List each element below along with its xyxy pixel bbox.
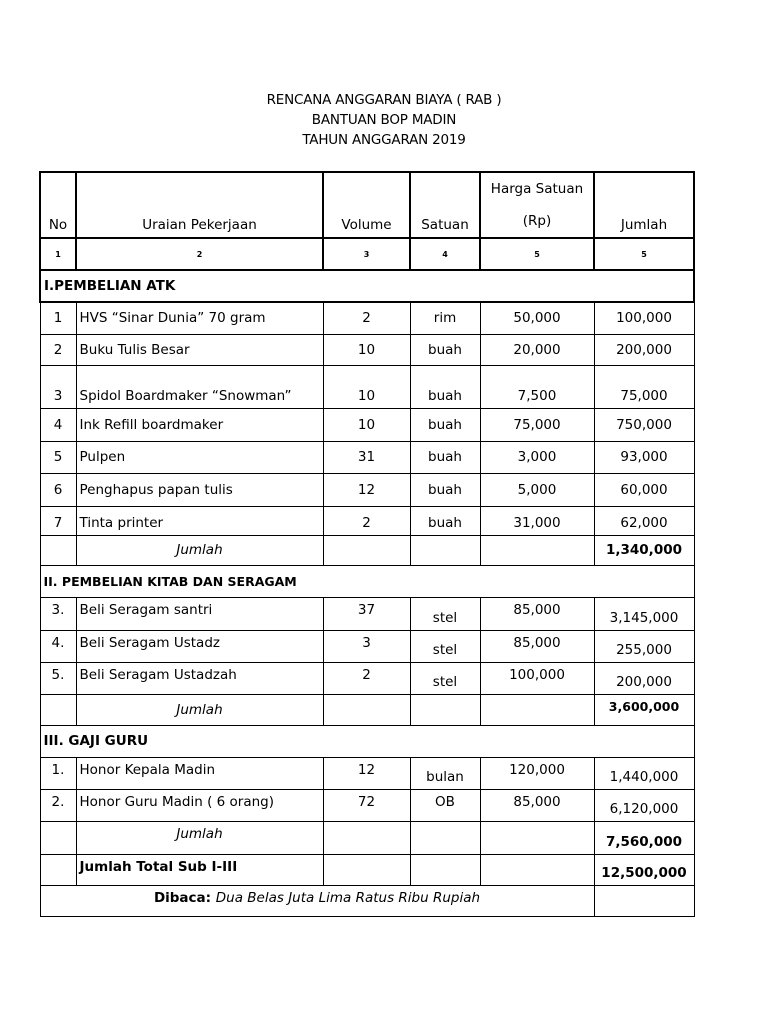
section-header-row — [40, 565, 694, 597]
section-header-row — [40, 725, 694, 757]
row-no: 6 — [40, 473, 76, 506]
total-row — [40, 854, 694, 885]
row-uraian: Pulpen — [76, 441, 323, 473]
subtotal-value: 7,560,000 — [594, 821, 694, 854]
row-uraian: Ink Refill boardmaker — [76, 408, 323, 441]
header-no: No — [40, 172, 76, 238]
row-jumlah: 62,000 — [594, 506, 694, 535]
row-jumlah: 1,440,000 — [594, 757, 694, 789]
row-volume: 2 — [323, 302, 410, 334]
header-harga — [480, 172, 594, 238]
table-row — [40, 789, 694, 821]
empty-cell — [480, 821, 594, 854]
empty-cell — [410, 854, 480, 885]
row-uraian: Beli Seragam Ustadzah — [76, 662, 323, 694]
row-harga: 85,000 — [480, 630, 594, 662]
row-no: 3. — [40, 597, 76, 630]
empty-cell — [410, 694, 480, 725]
row-satuan: stel — [410, 597, 480, 630]
terbilang-cell — [40, 885, 594, 916]
row-volume: 72 — [323, 789, 410, 821]
row-uraian: Tinta printer — [76, 506, 323, 535]
row-jumlah: 100,000 — [594, 302, 694, 334]
section-title: II. PEMBELIAN KITAB DAN SERAGAM — [40, 565, 694, 597]
row-satuan: stel — [410, 662, 480, 694]
empty-cell — [480, 854, 594, 885]
row-satuan: buah — [410, 408, 480, 441]
row-uraian: Buku Tulis Besar — [76, 334, 323, 365]
row-no: 1. — [40, 757, 76, 789]
subtotal-label: Jumlah — [76, 821, 323, 854]
col-number: 4 — [410, 238, 480, 270]
row-no: 3 — [40, 365, 76, 408]
subtotal-row — [40, 535, 694, 565]
header-uraian: Uraian Pekerjaan — [76, 172, 323, 238]
row-uraian: Penghapus papan tulis — [76, 473, 323, 506]
empty-cell — [323, 821, 410, 854]
col-number: 1 — [40, 238, 76, 270]
row-volume: 12 — [323, 757, 410, 789]
table-row — [40, 408, 694, 441]
row-volume: 10 — [323, 365, 410, 408]
row-jumlah: 3,145,000 — [594, 597, 694, 630]
empty-cell — [594, 885, 694, 916]
row-harga: 50,000 — [480, 302, 594, 334]
row-volume: 2 — [323, 506, 410, 535]
terbilang-label: Dibaca: — [153, 889, 212, 906]
row-volume: 31 — [323, 441, 410, 473]
row-no: 2. — [40, 789, 76, 821]
empty-cell — [40, 821, 76, 854]
table-row — [40, 662, 694, 694]
row-volume: 37 — [323, 597, 410, 630]
subtotal-label: Jumlah — [76, 694, 323, 725]
row-harga: 120,000 — [480, 757, 594, 789]
table-row — [40, 630, 694, 662]
row-uraian: Beli Seragam santri — [76, 597, 323, 630]
table-row — [40, 473, 694, 506]
row-no: 7 — [40, 506, 76, 535]
header-harga-line1: Harga Satuan — [490, 181, 584, 197]
row-satuan: stel — [410, 630, 480, 662]
row-uraian: HVS “Sinar Dunia” 70 gram — [76, 302, 323, 334]
table-row — [40, 365, 694, 408]
col-number: 5 — [594, 238, 694, 270]
subtotal-value: 1,340,000 — [594, 535, 694, 565]
row-harga: 5,000 — [480, 473, 594, 506]
row-satuan: buah — [410, 334, 480, 365]
row-satuan: buah — [410, 365, 480, 408]
header-satuan: Satuan — [410, 172, 480, 238]
table-row — [40, 441, 694, 473]
document-title — [0, 90, 768, 150]
empty-cell — [40, 854, 76, 885]
row-satuan: bulan — [410, 757, 480, 789]
empty-cell — [480, 694, 594, 725]
row-uraian: Spidol Boardmaker “Snowman” — [76, 365, 323, 408]
row-uraian: Beli Seragam Ustadz — [76, 630, 323, 662]
total-value: 12,500,000 — [594, 854, 694, 885]
row-jumlah: 255,000 — [594, 630, 694, 662]
column-number-row — [40, 238, 694, 270]
row-uraian: Honor Kepala Madin — [76, 757, 323, 789]
row-volume: 3 — [323, 630, 410, 662]
terbilang-row — [40, 885, 694, 916]
row-jumlah: 93,000 — [594, 441, 694, 473]
row-harga: 3,000 — [480, 441, 594, 473]
table-row — [40, 597, 694, 630]
section-header-row — [40, 270, 694, 302]
row-satuan: buah — [410, 473, 480, 506]
header-jumlah: Jumlah — [594, 172, 694, 238]
row-harga: 100,000 — [480, 662, 594, 694]
subtotal-value: 3,600,000 — [594, 694, 694, 725]
section-title: III. GAJI GURU — [40, 725, 694, 757]
row-harga: 85,000 — [480, 597, 594, 630]
row-jumlah: 200,000 — [594, 334, 694, 365]
row-volume: 12 — [323, 473, 410, 506]
row-no: 4 — [40, 408, 76, 441]
row-jumlah: 750,000 — [594, 408, 694, 441]
title-line-1: RENCANA ANGGARAN BIAYA ( RAB ) — [266, 92, 502, 108]
title-line-3: TAHUN ANGGARAN 2019 — [302, 132, 466, 148]
row-harga: 20,000 — [480, 334, 594, 365]
row-jumlah: 6,120,000 — [594, 789, 694, 821]
row-harga: 31,000 — [480, 506, 594, 535]
table-row — [40, 757, 694, 789]
row-harga: 75,000 — [480, 408, 594, 441]
row-volume: 10 — [323, 408, 410, 441]
title-line-2: BANTUAN BOP MADIN — [311, 112, 457, 128]
subtotal-row — [40, 821, 694, 854]
row-jumlah: 60,000 — [594, 473, 694, 506]
header-volume: Volume — [323, 172, 410, 238]
empty-cell — [323, 854, 410, 885]
budget-table — [39, 171, 695, 917]
row-no: 1 — [40, 302, 76, 334]
col-number: 5 — [480, 238, 594, 270]
row-no: 2 — [40, 334, 76, 365]
row-no: 5. — [40, 662, 76, 694]
header-harga-line2: (Rp) — [522, 213, 552, 229]
col-number: 3 — [323, 238, 410, 270]
row-volume: 2 — [323, 662, 410, 694]
row-satuan: OB — [410, 789, 480, 821]
empty-cell — [410, 535, 480, 565]
row-satuan: buah — [410, 441, 480, 473]
terbilang-words: Dua Belas Juta Lima Ratus Ribu Rupiah — [215, 889, 481, 906]
row-satuan: buah — [410, 506, 480, 535]
row-no: 5 — [40, 441, 76, 473]
row-harga: 85,000 — [480, 789, 594, 821]
total-label: Jumlah Total Sub I-III — [76, 854, 323, 885]
empty-cell — [40, 535, 76, 565]
header-row — [40, 172, 694, 238]
section-title: I.PEMBELIAN ATK — [40, 270, 694, 302]
empty-cell — [323, 535, 410, 565]
table-row — [40, 506, 694, 535]
empty-cell — [410, 821, 480, 854]
subtotal-row — [40, 694, 694, 725]
subtotal-label: Jumlah — [76, 535, 323, 565]
empty-cell — [40, 694, 76, 725]
row-jumlah: 200,000 — [594, 662, 694, 694]
table-row — [40, 302, 694, 334]
row-no: 4. — [40, 630, 76, 662]
col-number: 2 — [76, 238, 323, 270]
row-harga: 7,500 — [480, 365, 594, 408]
empty-cell — [323, 694, 410, 725]
row-volume: 10 — [323, 334, 410, 365]
row-uraian: Honor Guru Madin ( 6 orang) — [76, 789, 323, 821]
row-jumlah: 75,000 — [594, 365, 694, 408]
empty-cell — [480, 535, 594, 565]
table-row — [40, 334, 694, 365]
row-satuan: rim — [410, 302, 480, 334]
